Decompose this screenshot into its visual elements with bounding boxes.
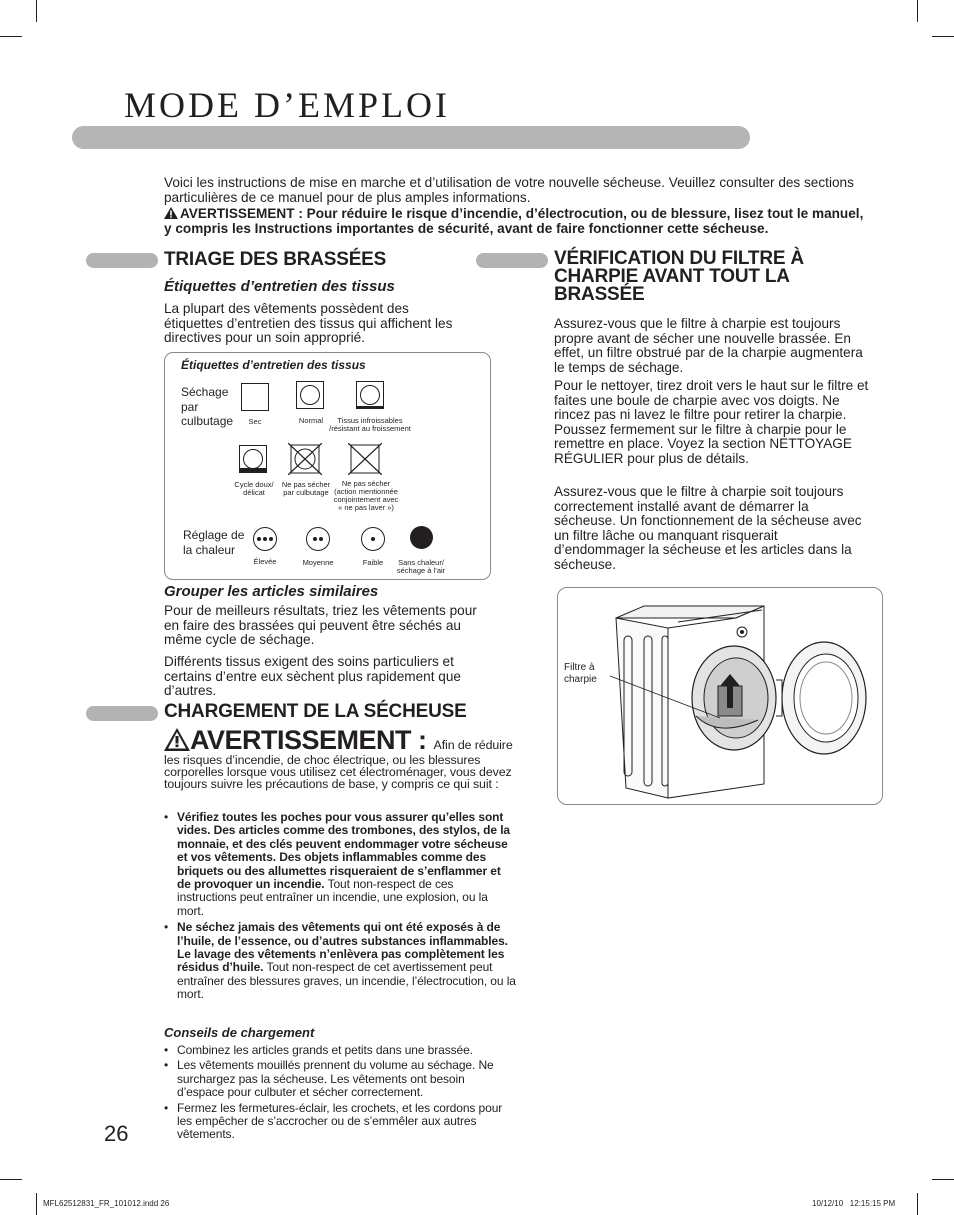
high-heat-symbol [253, 527, 277, 551]
list-item: • Combinez les articles grands et petits dans une brassée. [164, 1044, 512, 1057]
filter-text-1: Assurez-vous que le filtre à charpie est toujours propre avant de sécher une nouvelle brassée. En effet, un filtre obstrué par de la charpie augmentera le temps de séchage. [554, 316, 863, 375]
intro-text: Voici les instructions de mise en marche et d’utilisation de votre nouvelle sécheuse. Veuillez consulter des sections particulières de ce manuel pour de plus amples informations. [164, 175, 854, 205]
warning-icon [164, 728, 190, 751]
footer-file: MFL62512831_FR_101012.indd 26 [43, 1199, 170, 1208]
page-title: MODE D’EMPLOI [124, 85, 450, 125]
loading-tips [164, 1044, 512, 1144]
do-not-dry-label: Ne pas sécher (action mentionnée conjointement avec « ne pas laver ») [333, 479, 399, 512]
no-heat-symbol [410, 526, 433, 549]
loading-tips-heading: Conseils de chargement [164, 1025, 315, 1040]
warning-text: de réduire les risques d’incendie, de choc électrique, ou les blessures corporelles lorsque vous utilisez cet électroménager, vous devez toujours suivre les précautions de base, y compris ce qui suit : [164, 738, 513, 792]
no-heat-label: Sans chaleur/ séchage à l’air [396, 558, 446, 575]
warning-bullets [164, 811, 516, 1004]
intro-section [164, 176, 869, 236]
filter-text-3: Assurez-vous que le filtre à charpie soit toujours correctement installé avant de démarrer la sécheuse. Un fonctionnement de la sécheuse avec un filtre lâche ou manquant risquerait d’endommager la sécheuse et les articles dans la sécheuse. [554, 484, 862, 572]
permanent-press-symbol [356, 381, 384, 409]
do-not-tumble-dry-symbol [288, 443, 322, 475]
filter-heading: VÉRIFICATION DU FILTRE À CHARPIE AVANT TOUT LA BRASSÉE [554, 248, 804, 305]
lint-filter-label: Filtre à charpie [564, 662, 597, 685]
drying-label: Séchage par culbutage [181, 385, 234, 428]
page-number: 26 [104, 1121, 129, 1146]
delicate-label: Cycle doux/ délicat [234, 480, 274, 497]
section-pill-filter [476, 253, 548, 268]
filter-text-2: Pour le nettoyer, tirez droit vers le haut sur le filtre et faites une boule de charpie avec vos doigts. Ne rincez pas ni lavez le filtre pour retirer la charpie. Poussez fermement sur le filtre à charpie pour le remettre en place. Voyez la section NETTOYAGE RÉGULIER pour plus de détails. [554, 378, 869, 466]
section-pill-triage [86, 253, 158, 268]
title-bar [72, 126, 750, 149]
high-heat-label: Élevée [253, 557, 277, 566]
list-item: • Les vêtements mouillés prennent du volume au séchage. Ne surchargez pas la sécheuse. Les vêtements ont besoin d’espace pour culbuter et sécher correctement. [164, 1059, 512, 1099]
medium-heat-symbol [306, 527, 330, 551]
heat-label: Réglage de la chaleur [183, 528, 245, 557]
list-item: • Ne séchez jamais des vêtements qui ont été exposés à de l’huile, de l’essence, ou d’autres substances inflammables. Le lavage des vêtements n’enlèvera pas complètement les résidus d’huile. Tout non-respect de cet avertissement peut entraîner des blessures graves, un incendie, l’électrocution, ou la mort. [164, 921, 516, 1001]
permanent-press-label: Tissus infroissables /résistant au froissement [329, 416, 411, 433]
dryer-figure [557, 587, 883, 805]
do-not-dry-symbol [348, 443, 382, 475]
fabric-care-text: Différents tissus exigent des soins particuliers et certains d’entre eux sèchent plus rapidement que d’autres. [164, 654, 461, 699]
low-heat-symbol [361, 527, 385, 551]
warning-title: AVERTISSEMENT : [190, 725, 427, 755]
dryer-illustration [558, 588, 882, 804]
triage-heading: TRIAGE DES BRASSÉES [164, 249, 387, 270]
loading-heading: CHARGEMENT DE LA SÉCHEUSE [164, 701, 467, 722]
low-heat-label: Faible [362, 558, 384, 567]
dry-symbol [241, 383, 269, 411]
warning-icon [164, 207, 178, 219]
sec-label: Sec [248, 417, 262, 426]
group-items-subheading: Grouper les articles similaires [164, 583, 379, 600]
loading-warning [164, 726, 519, 791]
footer-timestamp: 10/12/10 12:15:15 PM [812, 1199, 896, 1208]
warning-first-word: Afin [433, 738, 455, 752]
care-box-title: Étiquettes d’entretien des tissus [181, 358, 366, 372]
do-not-tumble-dry-label: Ne pas sécher par culbutage [281, 480, 331, 497]
care-labels-subheading: Étiquettes d’entretien des tissus [164, 278, 395, 295]
normal-label: Normal [298, 416, 324, 425]
group-items-text: Pour de meilleurs résultats, triez les vêtements pour en faire des brassées qui peuvent être séchés au même cycle de séchage. [164, 603, 477, 648]
list-item: • Fermez les fermetures-éclair, les crochets, et les cordons pour les empêcher de s’accrocher ou de s’emmêler aux autres vêtements. [164, 1102, 512, 1142]
care-labels-text: La plupart des vêtements possèdent des étiquettes d’entretien des tissus qui affichent les directives pour un soin approprié. [164, 301, 453, 346]
care-labels-box [164, 352, 491, 580]
intro-warning: AVERTISSEMENT : Pour réduire le risque d’incendie, d’électrocution, ou de blessure, lisez tout le manuel, y compris les Instructions importantes de sécurité, avant de faire fonctionner cette sécheuse. [164, 206, 864, 236]
section-pill-loading [86, 706, 158, 721]
list-item: • Vérifiez toutes les poches pour vous assurer qu’elles sont vides. Des articles comme des trombones, des stylos, de la monnaie, et des clés peuvent endommager votre sécheuse et vos vêtements. Des objets inflammables comme des briquets ou des allumettes risqueraient de s’enflammer et de provoquer un incendie. Tout non-respect de ces instructions peut entraîner un incendie, une explosion, ou la mort. [164, 811, 516, 918]
medium-heat-label: Moyenne [302, 558, 334, 567]
normal-symbol [296, 381, 324, 409]
delicate-symbol [239, 445, 267, 473]
